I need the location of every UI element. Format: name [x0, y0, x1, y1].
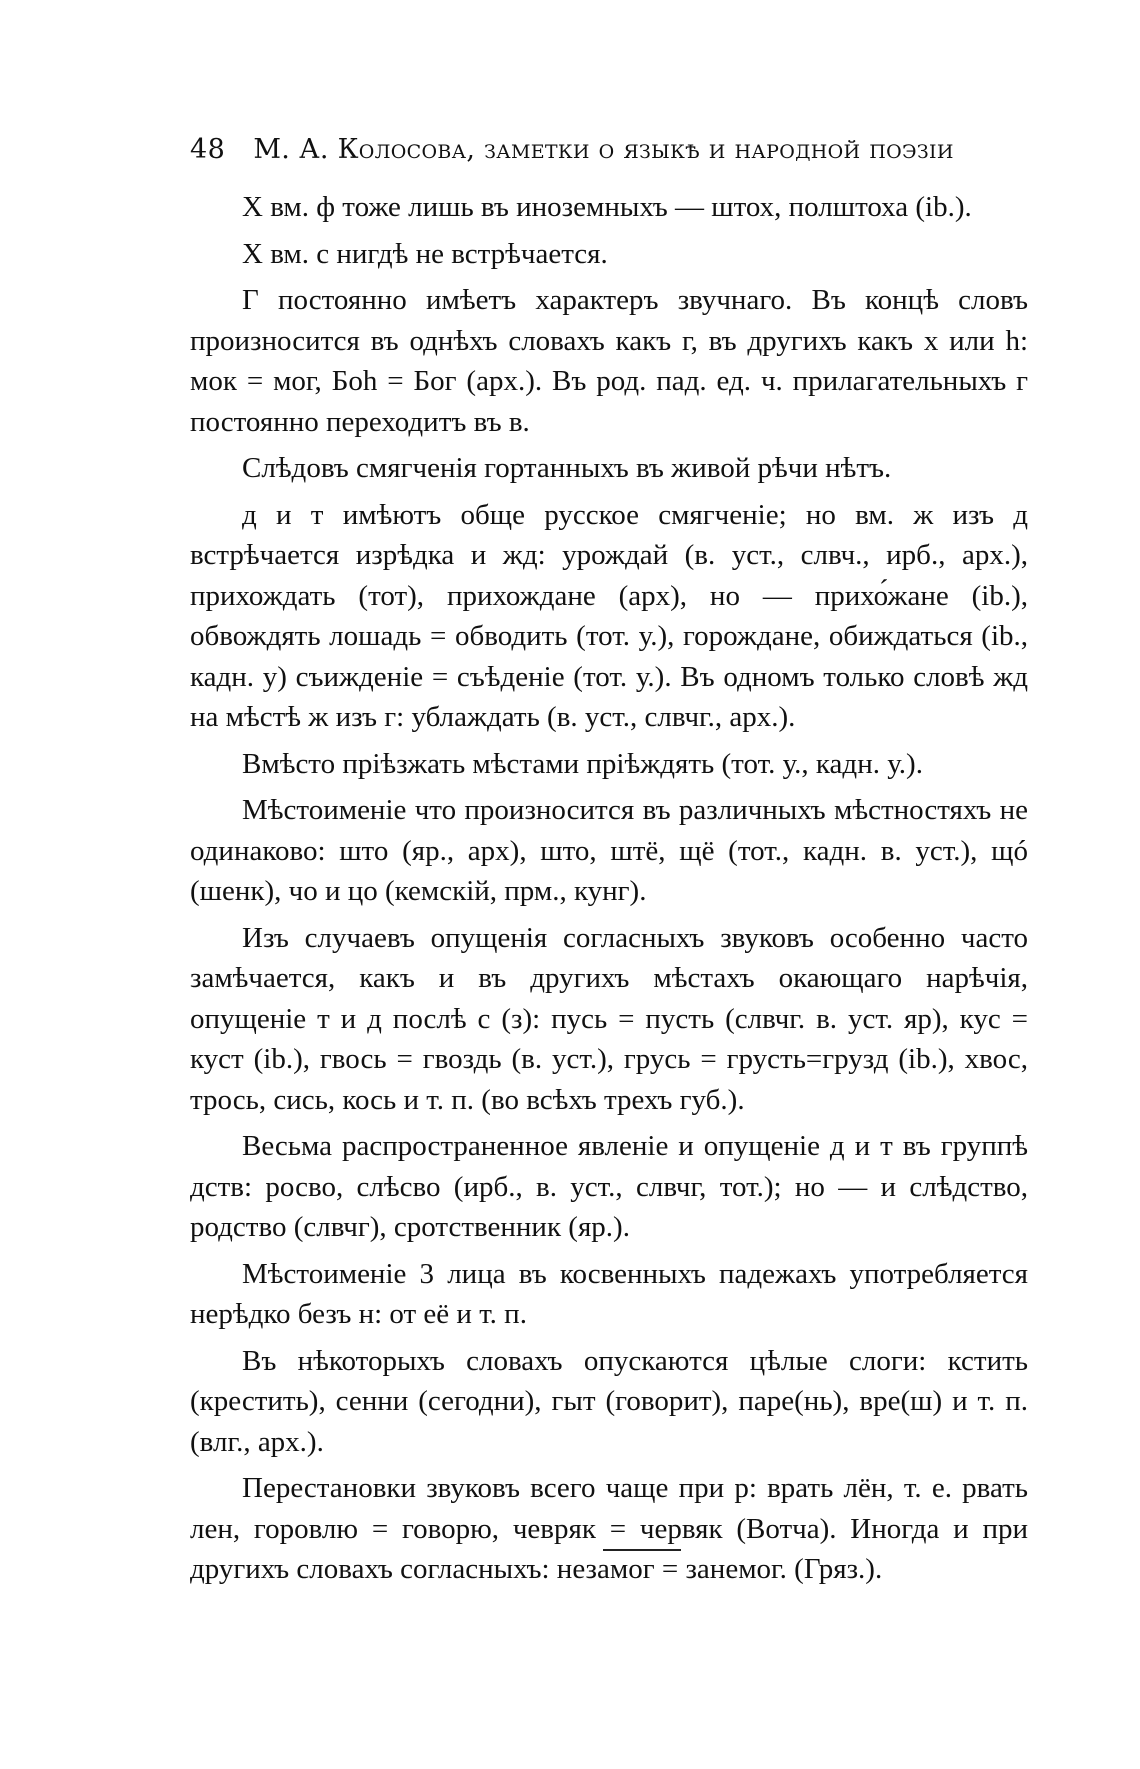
paragraph: Изъ случаевъ опущенія согласныхъ звуковъ особенно часто замѣчается, какъ и въ другихъ мѣстахъ окающаго нарѣчія, опущеніе т и д послѣ с (з): пусь = пусть (слвчг. в. уст. яр), кус = куст (ib.), гвось = гвоздь (в. уст.), грусь = грусть=грузд (ib.), хвос, трось, сись, кось и т. п. (во всѣхъ трехъ губ.).: [190, 921, 1028, 1116]
paragraph: Весьма распространенное явленіе и опущеніе д и т въ группѣ дств: росво, слѣсво (ирб., в. уст., слвчг, тот.); но — и слѣдство, родство (слвчг), сротственник (яр.).: [190, 1130, 1028, 1243]
paragraph: Г постоянно имѣетъ характеръ звучнаго. Въ концѣ словъ произносится въ однѣхъ словахъ какъ г, въ другихъ какъ х или h: мок = мог, Боh = Бог (арх.). Въ род. пад. ед. ч. прилагательныхъ г постоянно переходитъ въ в.: [190, 284, 1028, 438]
body-text: [190, 187, 1028, 1590]
page: [190, 134, 1028, 1596]
end-rule: [603, 1549, 681, 1551]
page-number: 48: [190, 134, 226, 165]
paragraph: Мѣстоименіе что произносится въ различныхъ мѣстностяхъ не одинаково: што (яр., арх), што, штё, щё (тот., кадн. в. уст.), щó (шенк), чо и цо (кемскій, прм., кунг).: [190, 794, 1028, 907]
paragraph: Мѣстоименіе 3 лица въ косвенныхъ падежахъ употребляется нерѣдко безъ н: от её и т. п.: [190, 1257, 1028, 1330]
paragraph: Вмѣсто пріѣзжать мѣстами пріѣждять (тот. у., кадн. у.).: [242, 747, 923, 780]
paragraph: д и т имѣютъ обще русское смягченіе; но вм. ж изъ д встрѣчается изрѣдка и жд: урождай (в. уст., слвч., ирб., арх.), прихождать (тот), прихождане (арх), но — прихо́жане (ib.), обвождять лошадь = обводить (тот. у.), горождане, обиждаться (ib., кадн. у) съижденіе = съѣденіе (тот. у.). Въ одномъ только словѣ жд на мѣстѣ ж изъ г: ублаждать (в. уст., слвчг., арх.).: [190, 498, 1028, 733]
paragraph: Въ нѣкоторыхъ словахъ опускаются цѣлые слоги: кстить (крестить), сенни (сегодни), гыт (говорит), паре(нь), вре(ш) и т. п. (влг., арх.).: [190, 1344, 1028, 1458]
paragraph: Х вм. ф тоже лишь въ иноземныхъ — штох, полштоха (ib.).: [242, 191, 972, 223]
running-header: [190, 134, 1028, 165]
running-title: М. А. Колосова, заметки о языкѣ и народной поэзіи: [253, 134, 954, 165]
paragraph: Слѣдовъ смягченія гортанныхъ въ живой рѣчи нѣтъ.: [242, 452, 892, 484]
paragraph: Перестановки звуковъ всего чаще при р: врать лён, т. е. рвать лен, горовлю = говорю, чевряк = червяк (Вотча). Иногда и при другихъ словахъ согласныхъ: незамог = занемог. (Гряз.).: [190, 1472, 1028, 1585]
paragraph: Х вм. с нигдѣ не встрѣчается.: [242, 237, 608, 270]
